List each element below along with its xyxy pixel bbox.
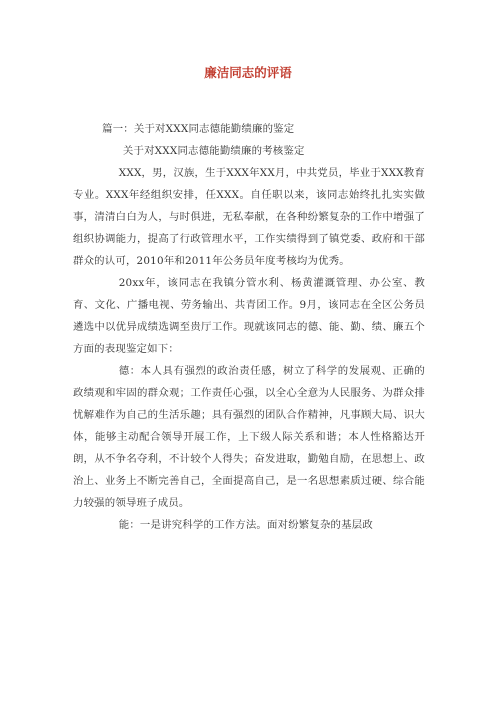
section-subheading: 关于对XXX同志德能勤绩廉的考核鉴定 (122, 145, 305, 157)
paragraph: 能：一是讲究科学的工作方法。面对纷繁复杂的基层政 (118, 519, 373, 531)
paragraph: 德：本人具有强烈的政治责任感，树立了科学的发展观、正确的政绩观和牢固的群众观；工作责任心强，以全心全意为人民服务、为群众排忧解难作为自己的生活乐趣；具有强烈的团队合作精神，凡事顾大局、识大体，能够主动配合领导开展工作，上下级人际关系和谐；本人性格豁达开朗，从不争名夺利，不计较个人得失；奋发进取，勤勉自励，在思想上、政治上、业务上不断完善自己，全面提高自己，是一名思想素质过硬、综合能力较强的领导班子成员。 (73, 365, 425, 509)
document-body (73, 118, 425, 536)
document-title: 廉洁同志的评语 (204, 65, 292, 80)
paragraph: 20xx年，该同志在我镇分管水利、杨黄灌溉管理、办公室、教育、文化、广播电视、劳务输出、共青团工作。9月，该同志在全区公务员遴选中以优异成绩选调至贵厅工作。现就该同志的德、能、勤、绩、廉五个方面的表现鉴定如下： (73, 277, 425, 355)
paragraph: XXX，男，汉族，生于XXX年XX月，中共党员，毕业于XXX教育专业。XXX年经组织安排，任XXX。自任职以来，该同志始终扎扎实实做事，清清白白为人，与时俱进，无私奉献，在各种纷繁复杂的工作中增强了组织协调能力，提高了行政管理水平，工作实绩得到了镇党委、政府和干部群众的认可，2010年和2011年公务员年度考核均为优秀。 (73, 167, 425, 267)
section-heading: 篇一：关于对XXX同志德能勤绩廉的鉴定 (102, 123, 295, 135)
